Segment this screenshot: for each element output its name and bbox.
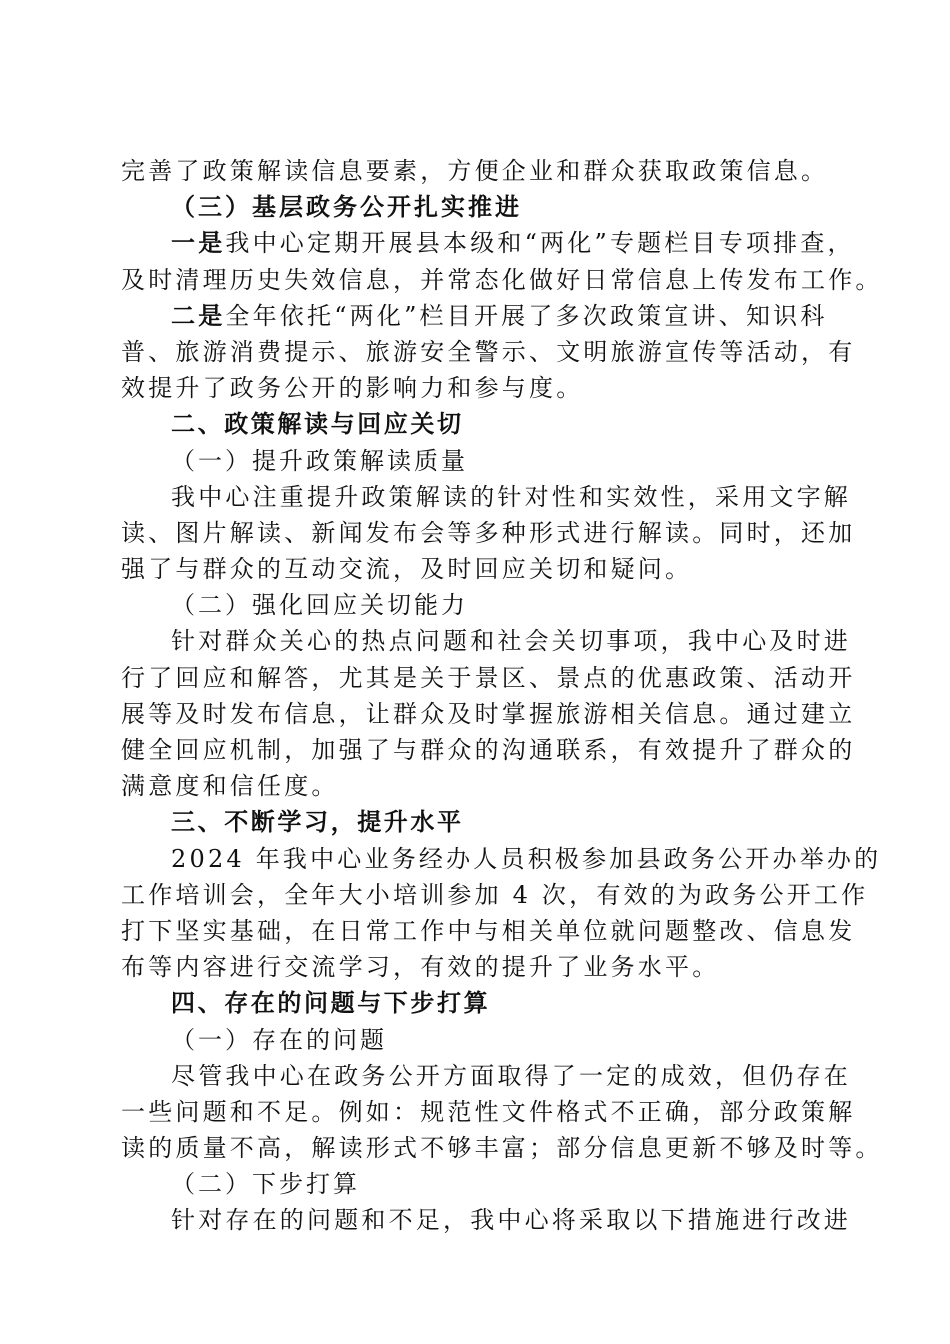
body-text-line: 及时清理历史失效信息，并常态化做好日常信息上传发布工作。 [121, 265, 883, 294]
body-text-line: 健全回应机制，加强了与群众的沟通联系，有效提升了群众的 [121, 736, 856, 764]
body-text-line: 工作培训会，全年大小培训参加 4 次，有效的为政务公开工作 [121, 880, 869, 909]
body-text-line: 强了与群众的互动交流，及时回应关切和疑问。 [121, 555, 693, 584]
body-text-line: 读的质量不高，解读形式不够丰富；部分信息更新不够及时等。 [121, 1134, 883, 1163]
body-text-line: 行了回应和解答，尤其是关于景区、景点的优惠政策、活动开 [121, 663, 856, 692]
body-text-line: 读、图片解读、新闻发布会等多种形式进行解读。同时，还加 [121, 518, 856, 547]
body-text-line [121, 225, 855, 261]
body-text-line: 满意度和信任度。 [121, 772, 339, 801]
section-heading: 三、不断学习，提升水平 [171, 807, 464, 837]
body-text-line: 一些问题和不足。例如：规范性文件格式不正确，部分政策解 [121, 1097, 856, 1126]
subsection-heading: （二）强化回应关切能力 [171, 591, 468, 620]
subsection-heading: （一）存在的问题 [171, 1025, 387, 1054]
subsection-heading: （二）下步打算 [171, 1170, 360, 1199]
body-text-line: 完善了政策解读信息要素，方便企业和群众获取政策信息。 [121, 157, 829, 185]
paragraph-start: 针对群众关心的热点问题和社会关切事项，我中心及时进 [171, 627, 851, 656]
section-heading: 二、政策解读与回应关切 [171, 409, 464, 439]
body-text-line: 普、旅游消费提示、旅游安全警示、文明旅游宣传等活动，有 [121, 337, 856, 366]
document-page [121, 153, 883, 1239]
section-subheading: （三）基层政务公开扎实推进 [171, 192, 522, 222]
body-text-line: 打下坚实基础，在日常工作中与相关单位就问题整改、信息发 [121, 916, 856, 945]
section-heading: 四、存在的问题与下步打算 [171, 988, 491, 1018]
subsection-heading: （一）提升政策解读质量 [171, 446, 468, 475]
paragraph-start: 针对存在的问题和不足，我中心将采取以下措施进行改进 [171, 1206, 851, 1235]
body-text-line: 效提升了政务公开的影响力和参与度。 [121, 374, 584, 403]
body-text: 全年依托“两化”栏目开展了多次政策宣讲、知识科 [225, 301, 828, 330]
paragraph-start: 尽管我中心在政务公开方面取得了一定的成效，但仍存在 [171, 1061, 851, 1090]
body-text-line [121, 298, 828, 334]
lead-term: 一是 [171, 228, 226, 258]
body-text-line: 展等及时发布信息，让群众及时掌握旅游相关信息。通过建立 [121, 699, 856, 728]
body-text-line: 布等内容进行交流学习，有效的提升了业务水平。 [121, 953, 720, 982]
paragraph-start: 我中心注重提升政策解读的针对性和实效性，采用文字解 [171, 482, 851, 511]
body-text: 我中心定期开展县本级和“两化”专题栏目专项排查， [225, 229, 855, 258]
lead-term: 二是 [171, 300, 226, 330]
paragraph-start: 2024 年我中心业务经办人员积极参加县政务公开办举办的 [171, 844, 882, 873]
